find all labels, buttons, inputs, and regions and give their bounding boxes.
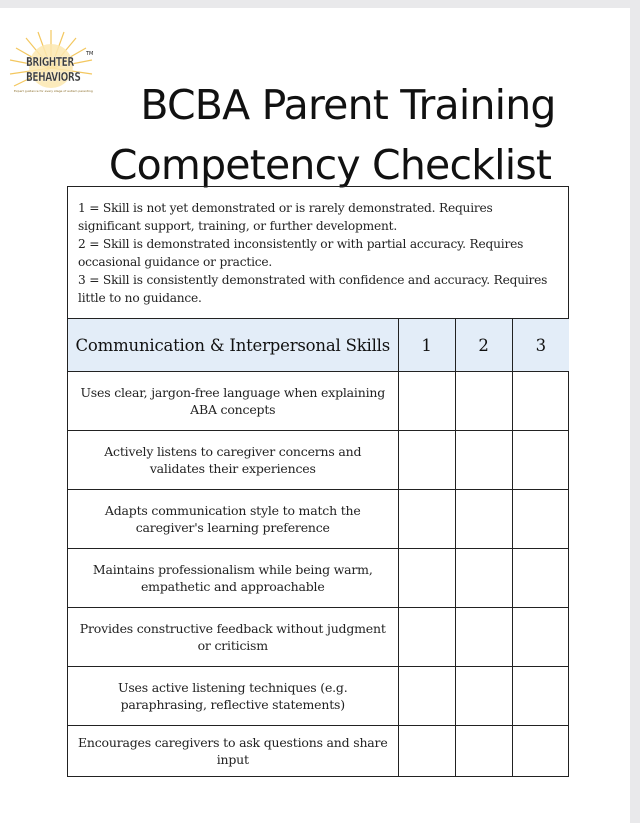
title-line-1: BCBA Parent Training xyxy=(140,81,556,130)
table-row xyxy=(68,549,569,608)
table-row xyxy=(68,608,569,667)
table-row xyxy=(68,667,569,726)
score-cell-1[interactable] xyxy=(398,608,455,667)
score-cell-2[interactable] xyxy=(455,490,512,549)
logo-text-behaviors: BEHAVIORS xyxy=(26,69,81,84)
legend-item-2: 2 = Skill is demonstrated inconsistently or with partial accuracy. Requires occasional guidance or practice. xyxy=(78,237,524,269)
score-cell-3[interactable] xyxy=(512,667,569,726)
score-cell-3[interactable] xyxy=(512,490,569,549)
score-cell-2[interactable] xyxy=(455,431,512,490)
skill-text: Encourages caregivers to ask questions and share input xyxy=(68,726,398,777)
table-row xyxy=(68,372,569,431)
logo-text-brighter: BRIGHTER xyxy=(26,54,74,69)
table-header-row xyxy=(68,319,569,372)
score-cell-2[interactable] xyxy=(455,608,512,667)
section-header: Communication & Interpersonal Skills xyxy=(68,319,398,372)
score-cell-1[interactable] xyxy=(398,549,455,608)
score-cell-1[interactable] xyxy=(398,490,455,549)
score-header-1: 1 xyxy=(398,319,455,372)
competency-table xyxy=(68,319,569,776)
skill-text: Actively listens to caregiver concerns and validates their experiences xyxy=(68,431,398,490)
legend-item-1: 1 = Skill is not yet demonstrated or is rarely demonstrated. Requires significant support, training, or further development. xyxy=(78,201,493,233)
score-header-2: 2 xyxy=(455,319,512,372)
legend-item-3: 3 = Skill is consistently demonstrated with confidence and accuracy. Requires little to no guidance. xyxy=(78,273,548,305)
score-cell-1[interactable] xyxy=(398,372,455,431)
score-cell-3[interactable] xyxy=(512,372,569,431)
score-cell-3[interactable] xyxy=(512,608,569,667)
score-cell-2[interactable] xyxy=(455,549,512,608)
skill-text: Adapts communication style to match the caregiver's learning preference xyxy=(68,490,398,549)
table-row xyxy=(68,726,569,777)
score-cell-2[interactable] xyxy=(455,667,512,726)
score-header-3: 3 xyxy=(512,319,569,372)
skill-text: Maintains professionalism while being warm, empathetic and approachable xyxy=(68,549,398,608)
skill-text: Provides constructive feedback without judgment or criticism xyxy=(68,608,398,667)
score-cell-1[interactable] xyxy=(398,431,455,490)
skill-text: Uses clear, jargon-free language when explaining ABA concepts xyxy=(68,372,398,431)
score-cell-1[interactable] xyxy=(398,726,455,777)
document-page xyxy=(0,8,630,823)
checklist-table-container xyxy=(67,186,569,777)
score-cell-3[interactable] xyxy=(512,549,569,608)
score-cell-2[interactable] xyxy=(455,726,512,777)
logo-trademark: TM xyxy=(86,51,94,57)
logo-tagline: Expert guidance for every stage of autism parenting xyxy=(14,89,93,93)
score-cell-3[interactable] xyxy=(512,726,569,777)
table-row xyxy=(68,490,569,549)
rating-legend xyxy=(68,187,568,319)
score-cell-3[interactable] xyxy=(512,431,569,490)
page-title xyxy=(60,75,600,195)
title-line-2: Competency Checklist xyxy=(108,141,552,190)
score-cell-1[interactable] xyxy=(398,667,455,726)
table-row xyxy=(68,431,569,490)
skill-text: Uses active listening techniques (e.g. paraphrasing, reflective statements) xyxy=(68,667,398,726)
score-cell-2[interactable] xyxy=(455,372,512,431)
